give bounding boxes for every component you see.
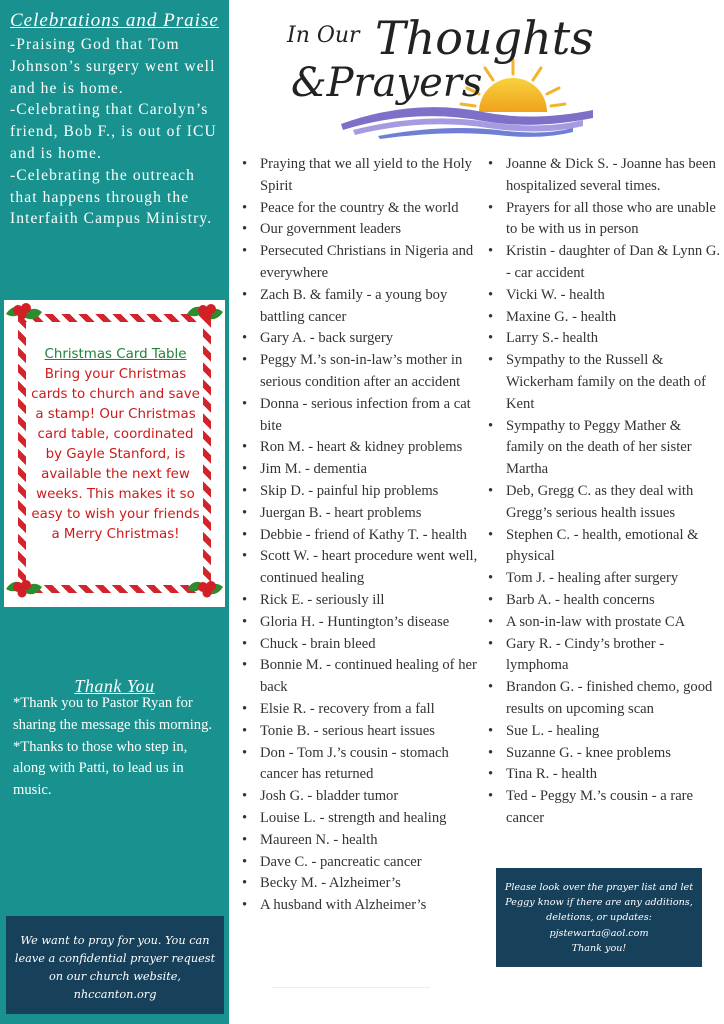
thank-you-item: *Thanks to those who step in, along with Patti, to lead us in music. xyxy=(13,738,188,799)
prayer-item: • Stephen C. - health, emotional & physical xyxy=(484,525,720,569)
prayer-item: • Maxine G. - health xyxy=(484,307,720,329)
prayer-item: • Jim M. - dementia xyxy=(238,459,478,481)
thank-you-section xyxy=(13,693,223,802)
holly-icon xyxy=(4,300,44,330)
prayer-item: • Josh G. - bladder tumor xyxy=(238,786,478,808)
prayer-request-box: We want to pray for you. You can leave a confidential prayer request on our church website, nhccanton.org xyxy=(6,916,224,1014)
prayer-item: • Brandon G. - finished chemo, good results on upcoming scan xyxy=(484,677,720,721)
holly-icon xyxy=(4,575,44,605)
thank-you-item: *Thank you to Pastor Ryan for sharing the message this morning. xyxy=(13,695,213,733)
prayer-item: • Chuck - brain bleed xyxy=(238,634,478,656)
celebration-item: -Praising God that Tom Johnson’s surgery went well and he is home. xyxy=(10,36,216,97)
prayer-item: • Kristin - daughter of Dan & Lynn G. - car accident xyxy=(484,241,720,285)
prayer-item: • Larry S.- health xyxy=(484,328,720,350)
prayer-item: • Tonie B. - serious heart issues xyxy=(238,721,478,743)
prayer-item: • Gloria H. - Huntington’s disease xyxy=(238,612,478,634)
prayer-item: • A son-in-law with prostate CA xyxy=(484,612,720,634)
prayer-item: • Don - Tom J.’s cousin - stomach cancer has returned xyxy=(238,743,478,787)
prayer-item: • Elsie R. - recovery from a fall xyxy=(238,699,478,721)
christmas-body: Bring your Christmas cards to church and save a stamp! Our Christmas card table, coordinated by Gayle Stanford, is available the next few weeks. This makes it so easy to wish your friends a Merry Christmas! xyxy=(31,367,200,542)
celebrations-title: Celebrations and Praise xyxy=(10,10,219,31)
note-thanks: Thank you! xyxy=(571,942,627,954)
logo-text-line2: Thoughts xyxy=(375,11,594,65)
prayer-item: • Praying that we all yield to the Holy Spirit xyxy=(238,154,478,198)
prayer-item: • Sue L. - healing xyxy=(484,721,720,743)
thoughts-and-prayers-logo xyxy=(283,0,595,142)
christmas-card-table-flyer xyxy=(4,300,225,607)
prayer-item: • Donna - serious infection from a cat bite xyxy=(238,394,478,438)
sidebar xyxy=(0,0,229,1024)
prayer-item: • Sympathy to the Russell & Wickerham family on the death of Kent xyxy=(484,350,720,415)
prayer-item: • Zach B. & family - a young boy battling cancer xyxy=(238,285,478,329)
logo-text-line1: In Our xyxy=(287,23,360,48)
prayer-list-note-box xyxy=(496,868,702,967)
divider xyxy=(272,987,430,988)
prayer-item: • Barb A. - health concerns xyxy=(484,590,720,612)
prayer-item: • Tina R. - health xyxy=(484,764,720,786)
note-line: Peggy know if there are any additions, xyxy=(505,897,693,909)
prayer-item: • Persecuted Christians in Nigeria and everywhere xyxy=(238,241,478,285)
prayer-item: • Peace for the country & the world xyxy=(238,198,478,220)
prayer-item: • Louise L. - strength and healing xyxy=(238,808,478,830)
prayer-item: • Debbie - friend of Kathy T. - health xyxy=(238,525,478,547)
note-line: Please look over the prayer list and let xyxy=(504,882,694,893)
note-email[interactable]: pjstewarta@aol.com xyxy=(549,927,649,939)
prayer-item: • Suzanne G. - knee problems xyxy=(484,743,720,765)
prayer-item: • Ted - Peggy M.’s cousin - a rare cancer xyxy=(484,786,720,830)
prayer-item: • Dave C. - pancreatic cancer xyxy=(238,852,478,874)
christmas-text-block xyxy=(30,345,201,545)
prayer-item: • Deb, Gregg C. as they deal with Gregg’s serious health issues xyxy=(484,481,720,525)
sun-icon xyxy=(479,78,547,112)
prayer-item: • Peggy M.’s son-in-law’s mother in serious condition after an accident xyxy=(238,350,478,394)
holly-icon xyxy=(185,575,225,605)
prayer-item: • Maureen N. - health xyxy=(238,830,478,852)
christmas-title: Christmas Card Table xyxy=(44,347,187,362)
thank-you-title: Thank You xyxy=(74,676,155,696)
prayer-item: • Tom J. - healing after surgery xyxy=(484,568,720,590)
prayer-item: • Joanne & Dick S. - Joanne has been hospitalized several times. xyxy=(484,154,720,198)
prayer-item: • Juergan B. - heart problems xyxy=(238,503,478,525)
holly-icon xyxy=(185,300,225,330)
prayer-item: • Prayers for all those who are unable to be with us in person xyxy=(484,198,720,242)
prayer-item: • Skip D. - painful hip problems xyxy=(238,481,478,503)
prayer-item: • Vicki W. - health xyxy=(484,285,720,307)
note-line: deletions, or updates: xyxy=(546,912,652,924)
prayer-item: • Bonnie M. - continued healing of her back xyxy=(238,655,478,699)
prayer-item: • Our government leaders xyxy=(238,219,478,241)
celebrations-section xyxy=(10,10,222,230)
prayer-item: • Becky M. - Alzheimer’s xyxy=(238,873,478,895)
prayer-item: • Scott W. - heart procedure went well, continued healing xyxy=(238,546,478,590)
logo-text-line3: &Prayers xyxy=(291,60,483,106)
celebration-item: -Celebrating that Carolyn’s friend, Bob F., is out of ICU and is home. xyxy=(10,101,217,162)
prayer-list-column-1 xyxy=(238,154,478,917)
prayer-item: • Gary R. - Cindy’s brother - lymphoma xyxy=(484,634,720,678)
prayer-item: • A husband with Alzheimer’s xyxy=(238,895,478,917)
celebration-item: -Celebrating the outreach that happens through the Interfaith Campus Ministry. xyxy=(10,166,213,228)
prayer-item: • Rick E. - seriously ill xyxy=(238,590,478,612)
prayer-item: • Ron M. - heart & kidney problems xyxy=(238,437,478,459)
prayer-item: • Gary A. - back surgery xyxy=(238,328,478,350)
prayer-item: • Sympathy to Peggy Mather & family on the death of her sister Martha xyxy=(484,416,720,481)
prayer-list-column-2 xyxy=(484,154,720,830)
